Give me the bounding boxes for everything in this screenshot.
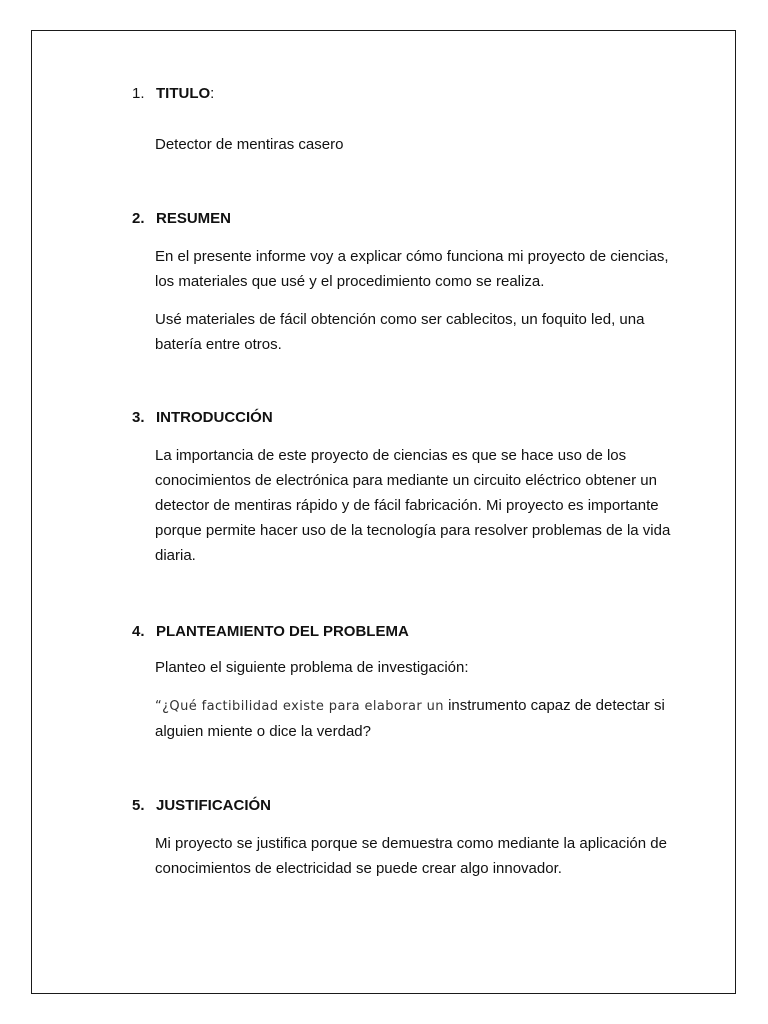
research-question-rest: instrumento capaz de detectar si alguien miente o dice la verdad? <box>155 697 665 740</box>
section-number: 2. <box>132 210 145 227</box>
section-number: 5. <box>132 797 145 814</box>
title-colon: : <box>210 85 215 102</box>
section-number: 4. <box>132 623 145 640</box>
introduccion-paragraph: La importancia de este proyecto de ciencias es que se hace uso de los conocimientos de electrónica para mediante un circuito eléctrico obtener un detector de mentiras rápido y de fácil fabricación. Mi proyecto es importante porque permite hacer uso de la tecnología para resolver problemas de la vida diaria. <box>155 447 671 564</box>
section-heading-titulo <box>132 85 214 103</box>
section-number: 3. <box>132 409 145 426</box>
research-question <box>155 693 675 744</box>
section-heading-justificacion <box>132 797 271 815</box>
project-title-text: Detector de mentiras casero <box>155 136 344 153</box>
section-title: TITULO <box>156 85 211 102</box>
section-title: JUSTIFICACIÓN <box>156 797 272 814</box>
resumen-paragraph-2: Usé materiales de fácil obtención como ser cablecitos, un foquito led, una batería entre otros. <box>155 311 645 353</box>
research-question-lead: “¿Qué factibilidad existe para elaborar un <box>155 699 444 714</box>
section-title: RESUMEN <box>156 210 232 227</box>
section-heading-planteamiento <box>132 623 409 641</box>
section-title: INTRODUCCIÓN <box>156 409 273 426</box>
justificacion-paragraph: Mi proyecto se justifica porque se demuestra como mediante la aplicación de conocimientos de electricidad se puede crear algo innovador. <box>155 835 667 877</box>
section-heading-resumen <box>132 210 231 228</box>
section-heading-introduccion <box>132 409 273 427</box>
section-number: 1. <box>132 85 145 102</box>
section-title: PLANTEAMIENTO DEL PROBLEMA <box>156 623 409 640</box>
planteamiento-paragraph: Planteo el siguiente problema de investigación: <box>155 659 469 676</box>
resumen-paragraph-1: En el presente informe voy a explicar cómo funciona mi proyecto de ciencias, los materiales que usé y el procedimiento como se realiza. <box>155 248 669 290</box>
